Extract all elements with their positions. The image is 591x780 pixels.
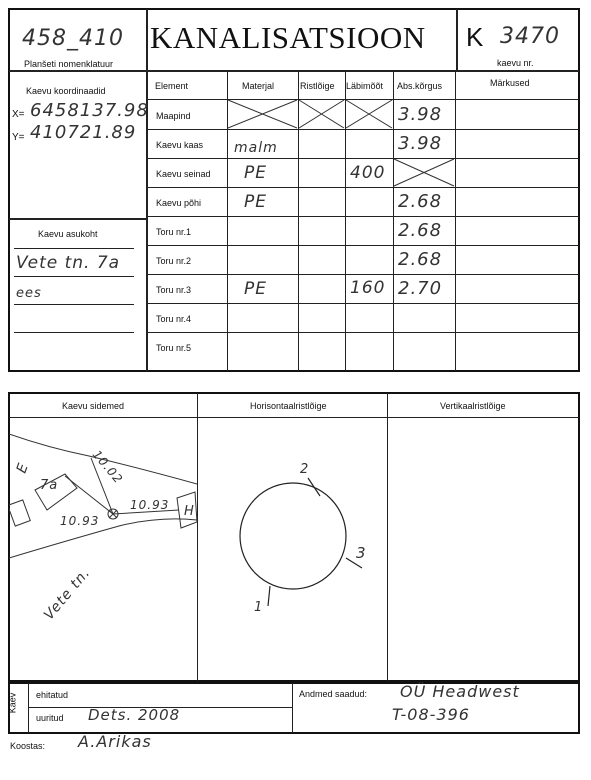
column-header-material: Materjal <box>242 81 275 91</box>
well-prefix: K <box>466 22 484 52</box>
cell-abs: 3.98 <box>398 133 443 154</box>
column-header-notes: Märkused <box>490 78 530 88</box>
location-line1: Vete tn. 7a <box>16 253 121 273</box>
pipe-label-3: 3 <box>356 544 367 562</box>
sketch-dim2: 10.93 <box>60 514 100 528</box>
column-header-cross: Ristlõige <box>300 81 335 91</box>
plansheet-label: Planšeti nomenklatuur <box>24 59 114 69</box>
column-header-diameter: Läbimõõt <box>346 81 384 91</box>
sketch-h-label: H <box>184 504 195 519</box>
location-line2: ees <box>16 286 42 301</box>
cell-abs: 3.98 <box>398 104 443 125</box>
sketch-header: Kaevu sidemed <box>62 401 125 411</box>
sketch-street-label: Vete tn. <box>41 564 94 624</box>
sketch-dim3: 10.93 <box>130 498 170 512</box>
row-label: Kaevu põhi <box>156 198 202 208</box>
well-label: kaevu nr. <box>497 58 534 68</box>
author-value: A.Arikas <box>78 732 152 751</box>
y-prefix: Y= <box>12 132 25 143</box>
sketch-header: Vertikaalristlõige <box>440 401 506 411</box>
built-label: ehitatud <box>36 690 69 700</box>
cell-abs: 2.68 <box>398 191 443 212</box>
sketch-house-label: 7a <box>40 478 59 493</box>
crossed-cells <box>0 0 591 380</box>
pipe-label-2: 2 <box>300 462 310 477</box>
sketch-e-label: E <box>13 460 33 476</box>
cell-material: PE <box>244 192 267 212</box>
divider <box>28 683 29 733</box>
row-label: Toru nr.3 <box>156 285 192 295</box>
building-small <box>9 500 30 526</box>
data-source-value1: OÜ Headwest <box>400 682 520 701</box>
page-title: KANALISATSIOON <box>150 20 426 55</box>
row-label: Toru nr.1 <box>156 227 192 237</box>
location-label: Kaevu asukoht <box>38 229 98 239</box>
cell-abs: 2.68 <box>398 220 443 241</box>
cell-diameter: 400 <box>350 163 386 183</box>
x-value: 6458137.98 <box>30 100 149 121</box>
cell-diameter: 160 <box>350 278 386 298</box>
divider <box>387 393 388 681</box>
plansheet-value: 458_410 <box>22 26 124 51</box>
data-source-label: Andmed saadud: <box>299 689 368 699</box>
footer-side-label: Kaev <box>7 692 18 714</box>
road-edge <box>9 519 197 558</box>
row-label: Toru nr.5 <box>156 343 192 353</box>
cell-material: malm <box>234 140 278 156</box>
y-value: 410721.89 <box>30 122 137 143</box>
author-label: Koostas: <box>10 741 46 751</box>
coordinates-label: Kaevu koordinaadid <box>26 86 106 96</box>
surveyed-label: uuritud <box>36 713 64 723</box>
divider <box>292 683 293 733</box>
row-label: Maapind <box>156 111 191 121</box>
well-number: 3470 <box>500 24 560 49</box>
pipe-line <box>308 478 320 496</box>
column-header-element: Element <box>155 81 189 91</box>
well-circle <box>240 483 346 589</box>
row-label: Toru nr.4 <box>156 314 192 324</box>
cell-material: PE <box>244 163 267 183</box>
row-label: Kaevu kaas <box>156 140 204 150</box>
pipe-line <box>268 586 270 606</box>
cell-abs: 2.70 <box>398 278 443 299</box>
cell-abs: 2.68 <box>398 249 443 270</box>
row-label: Toru nr.2 <box>156 256 192 266</box>
x-prefix: X= <box>12 109 25 120</box>
sketch-dim1: 10.02 <box>89 447 126 487</box>
data-source-value2: T-08-396 <box>392 705 470 724</box>
column-header-abs: Abs.kõrgus <box>397 81 443 91</box>
sketch-header: Horisontaalristlõige <box>250 401 327 411</box>
pipe-label-1: 1 <box>254 600 264 615</box>
cell-material: PE <box>244 279 267 299</box>
surveyed-value: Dets. 2008 <box>88 706 181 724</box>
row-label: Kaevu seinad <box>156 169 211 179</box>
